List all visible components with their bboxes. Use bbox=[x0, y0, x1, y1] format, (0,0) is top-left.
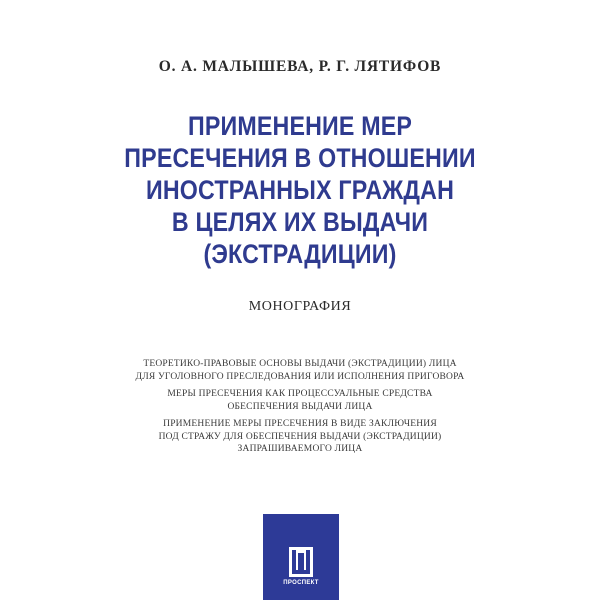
topic-line: ДЛЯ УГОЛОВНОГО ПРЕСЛЕДОВАНИЯ ИЛИ ИСПОЛНЕНИЯ ПРИГОВОРА bbox=[135, 371, 465, 382]
publisher-logo-text: ПРОСПЕКТ bbox=[283, 580, 319, 586]
publisher-logo-icon bbox=[289, 547, 313, 577]
publisher-logo bbox=[263, 514, 339, 600]
book-genre: МОНОГРАФИЯ bbox=[248, 299, 352, 314]
topic-line: ЗАПРАШИВАЕМОГО ЛИЦА bbox=[237, 444, 363, 454]
topic-line: ПРИМЕНЕНИЕ МЕРЫ ПРЕСЕЧЕНИЯ В ВИДЕ ЗАКЛЮЧЕНИЯ bbox=[163, 419, 437, 429]
topic-line: ОБЕСПЕЧЕНИЯ ВЫДАЧИ ЛИЦА bbox=[227, 401, 373, 412]
authors: О. А. МАЛЫШЕВА, Р. Г. ЛЯТИФОВ bbox=[158, 58, 442, 75]
topic-item bbox=[0, 418, 600, 456]
book-title-line: ПРИМЕНЕНИЕ МЕР bbox=[187, 111, 413, 141]
topic-item bbox=[0, 388, 600, 413]
topics-list bbox=[0, 358, 600, 461]
book-title bbox=[42, 110, 558, 270]
topic-line: ПОД СТРАЖУ ДЛЯ ОБЕСПЕЧЕНИЯ ВЫДАЧИ (ЭКСТРАДИЦИИ) bbox=[158, 431, 442, 442]
book-title-line: ПРЕСЕЧЕНИЯ В ОТНОШЕНИИ bbox=[124, 143, 476, 173]
book-title-line: В ЦЕЛЯХ ИХ ВЫДАЧИ bbox=[171, 207, 429, 237]
topic-line: МЕРЫ ПРЕСЕЧЕНИЯ КАК ПРОЦЕССУАЛЬНЫЕ СРЕДСТВА bbox=[167, 389, 433, 399]
topic-item bbox=[0, 358, 600, 383]
book-title-line: ИНОСТРАННЫХ ГРАЖДАН bbox=[145, 175, 455, 205]
book-title-line: (ЭКСТРАДИЦИИ) bbox=[203, 239, 397, 269]
topic-line: ТЕОРЕТИКО-ПРАВОВЫЕ ОСНОВЫ ВЫДАЧИ (ЭКСТРАДИЦИИ) ЛИЦА bbox=[143, 359, 457, 369]
